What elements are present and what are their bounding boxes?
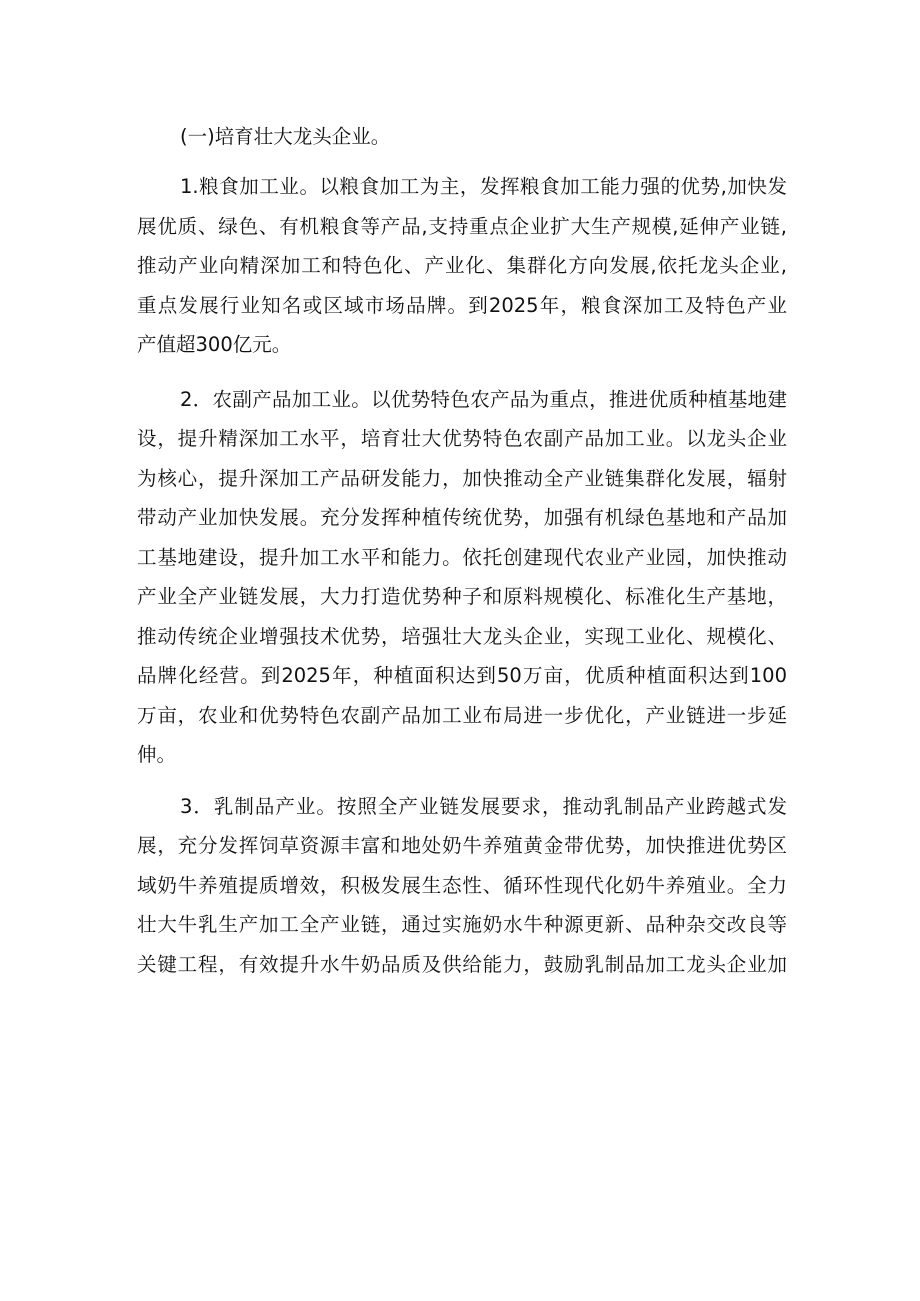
paragraph-agricultural-processing	[137, 380, 787, 775]
spacer	[137, 775, 787, 787]
paragraph-line: 2．农副产品加工业。以优势特色农产品为重点，推进优质种植基地建	[180, 387, 787, 411]
spacer	[137, 365, 787, 380]
paragraph-line: 带动产业加快发展。充分发挥种植传统优势，加强有机绿色基地和产品加	[137, 506, 787, 529]
paragraph-line: 工基地建设，提升加工水平和能力。依托创建现代农业产业园，加快推动	[137, 545, 787, 569]
paragraph-line: 为核心，提升深加工产品研发能力，加快推动全产业链集群化发展，辐射	[137, 466, 787, 490]
document-body	[137, 114, 787, 984]
spacer	[137, 159, 787, 167]
paragraph-line: 展优质、绿色、有机粮食等产品,支持重点企业扩大生产规模,延伸产业链,	[137, 214, 787, 238]
paragraph-line: 伸。	[137, 743, 177, 766]
paragraph-line: 品牌化经营。到2025年，种植面积达到50万亩，优质种植面积达到100	[137, 664, 787, 687]
paragraph-line: 3．乳制品产业。按照全产业链发展要求，推动乳制品产业跨越式发	[180, 794, 787, 818]
paragraph-line: 展，充分发挥饲草资源丰富和地处奶牛养殖黄金带优势，加快推进优势区	[137, 834, 787, 857]
paragraph-dairy-industry	[137, 787, 787, 985]
paragraph-line: 设，提升精深加工水平，培育壮大优势特色农副产品加工业。以龙头企业	[137, 427, 787, 450]
section-heading: (一)培育壮大龙头企业。	[180, 125, 391, 148]
paragraph-line: 1.粮食加工业。以粮食加工为主，发挥粮食加工能力强的优势,加快发	[180, 175, 787, 198]
paragraph-line: 重点发展行业知名或区域市场品牌。到2025年，粮食深加工及特色产业	[137, 293, 787, 317]
paragraph-line: 壮大牛乳生产加工全产业链，通过实施奶水牛种源更新、品种杂交改良等	[137, 913, 787, 936]
paragraph-line: 推动产业向精深加工和特色化、产业化、集群化方向发展,依托龙头企业,	[137, 254, 787, 277]
paragraph-line: 产值超300亿元。	[137, 333, 292, 356]
paragraph-line: 域奶牛养殖提质增效，积极发展生态性、循环性现代化奶牛养殖业。全力	[137, 873, 787, 897]
paragraph-line: 推动传统企业增强技术优势，培强壮大龙头企业，实现工业化、规模化、	[137, 624, 787, 648]
paragraph-line: 万亩，农业和优势特色农副产品加工业布局进一步优化，产业链进一步延	[137, 703, 787, 727]
paragraph-line: 关键工程，有效提升水牛奶品质及供给能力，鼓励乳制品加工龙头企业加	[137, 952, 787, 976]
paragraph-line: 产业全产业链发展，大力打造优势种子和原料规模化、标准化生产基地，	[137, 585, 787, 608]
paragraph-grain-processing	[137, 167, 787, 365]
